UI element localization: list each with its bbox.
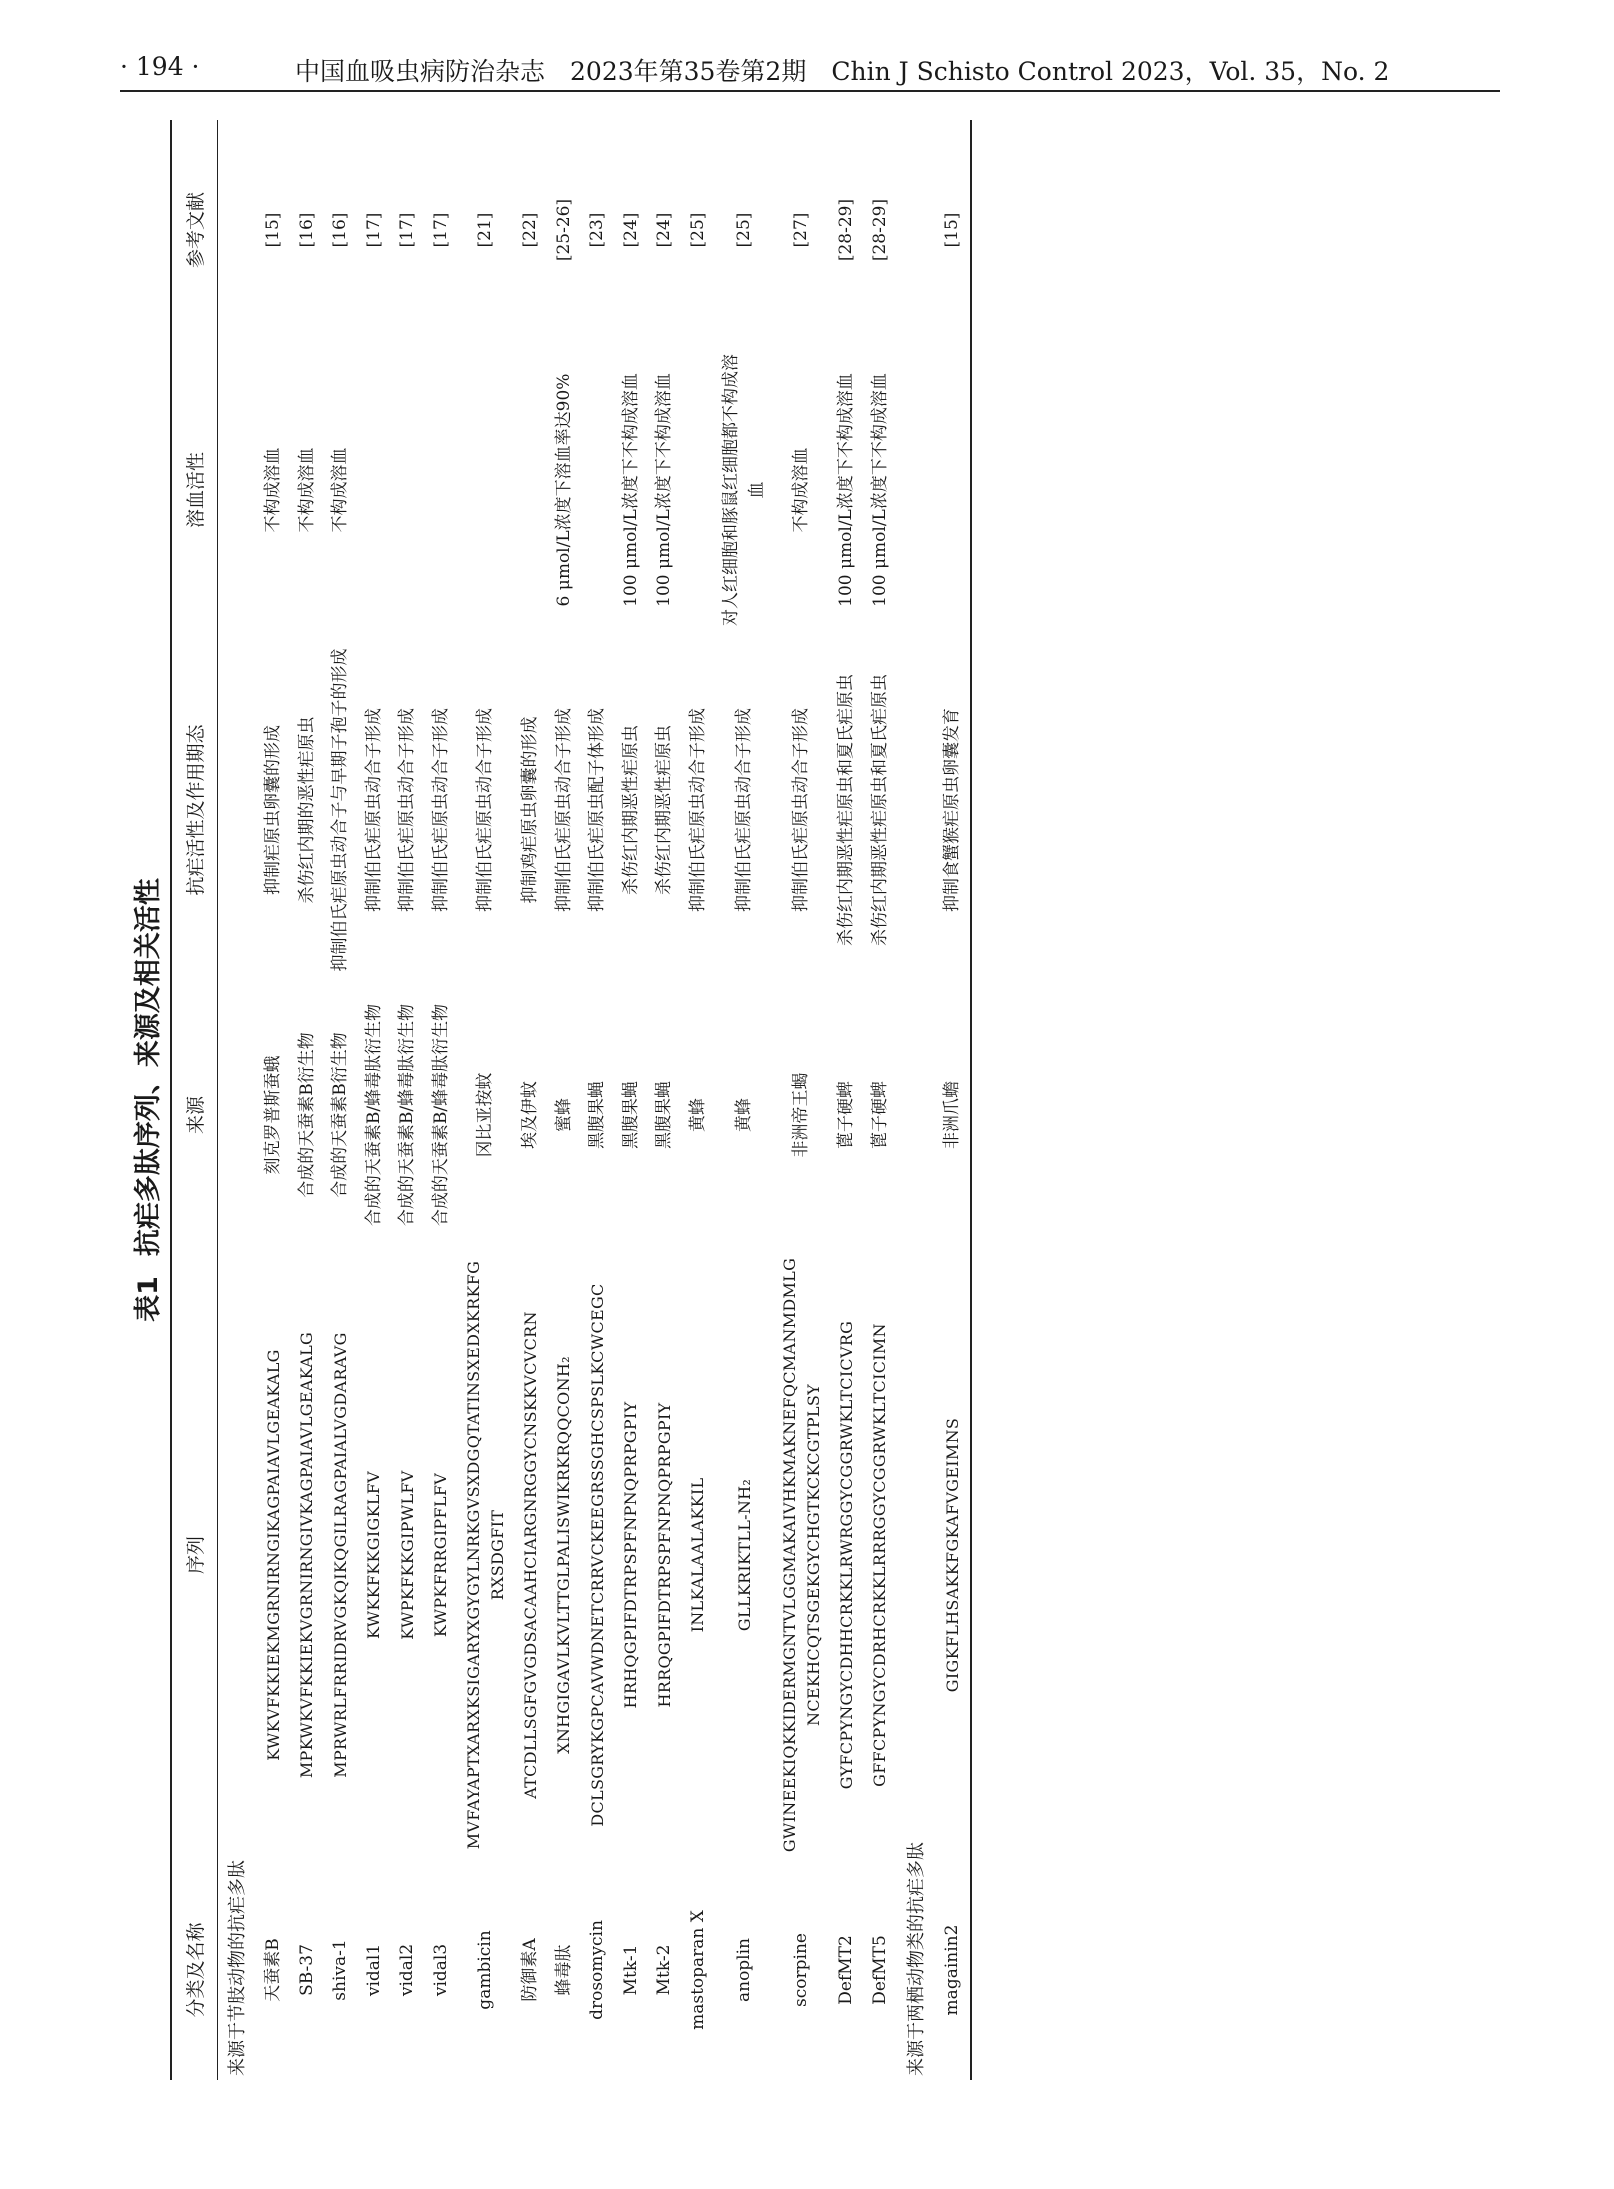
peptide-source: 合成的天蚕素B/蜂毒肽衍生物 (363, 1003, 384, 1227)
table-row (615, 120, 649, 2080)
table-row (358, 120, 392, 2080)
table-row (514, 120, 548, 2080)
peptide-name: magainin2 (942, 1924, 962, 2016)
table-label: 表1 (133, 1276, 164, 1322)
table-row (391, 120, 425, 2080)
hemolytic-activity: 不构成溶血 (791, 447, 812, 533)
col-header-activity: 抗疟活性及作用期态 (185, 724, 207, 896)
table-caption (126, 120, 165, 2080)
peptide-name: Mtk-2 (654, 1944, 674, 1996)
peptide-sequence: GIGKFLHSAKKFGKAFVGEIMNS (942, 1417, 962, 1693)
peptide-source: 合成的天蚕素B/蜂毒肽衍生物 (430, 1003, 451, 1227)
hemolytic-activity: 不构成溶血 (330, 447, 350, 533)
peptide-name: 天蚕素B (263, 1938, 283, 2002)
antimalarial-activity: 抑制伯氏疟原虫动合子形成 (553, 708, 574, 912)
table-row (648, 120, 682, 2080)
reference: [23] (587, 212, 607, 248)
peptide-sequence: KWKKFKKGIGKLFV (364, 1470, 384, 1640)
antimalarial-activity: 杀伤红内期恶性疟原虫 (654, 725, 674, 895)
peptide-source: 黑腹果蝇 (587, 1081, 607, 1149)
antimalarial-activity: 杀伤红内期恶性疟原虫和夏氏疟原虫 (836, 674, 856, 946)
hemolytic-activity: 100 μmol/L浓度下不构成溶血 (620, 373, 641, 607)
peptide-sequence: KWPKFRRGIPFLFV (431, 1472, 451, 1638)
col-header-hemolysis: 溶血活性 (185, 452, 207, 529)
reference: [25] (687, 212, 708, 248)
col-header-name: 分类及名称 (185, 1922, 207, 2018)
peptide-source: 蓖子硬蜱 (836, 1081, 856, 1149)
peptide-sequence: MPKWKVFKKIEKVGRNIRNGIVKAGPAIAVLGEAKALG (297, 1331, 317, 1779)
hemolytic-activity: 100 μmol/L浓度下不构成溶血 (869, 373, 890, 607)
reference: [22] (520, 212, 540, 248)
peptide-name: vidal1 (363, 1943, 384, 1997)
peptide-sequence: MVFAYAPTXARXKSIGARYXGYGYLNRKGVSXDGQTATINSXEDXKRKFGRXSDGFIT (464, 1260, 507, 1850)
reference: [28-29] (869, 198, 890, 262)
reference: [15] (942, 212, 962, 248)
peptide-source: 非洲爪蟾 (942, 1081, 962, 1149)
table-row (548, 120, 582, 2080)
reference: [17] (430, 212, 451, 248)
antimalarial-activity: 杀伤红内期恶性疟原虫和夏氏疟原虫 (869, 674, 890, 946)
col-header-source: 来源 (185, 1096, 207, 1135)
table-container (120, 120, 1500, 2080)
rotated-table (120, 120, 1500, 2080)
antimalarial-activity: 抑制伯氏疟原虫动合子与早期子孢子的形成 (330, 648, 350, 972)
antimalarial-activity: 抑制食蟹猴疟原虫卵囊发育 (942, 708, 962, 912)
table-row (324, 120, 358, 2080)
peptide-name: gambicin (475, 1930, 496, 2010)
peptide-sequence: DCLSGRYKGPCAVWDNETCRRVCKEEGRSSGHCSPSLKCWCEGC (587, 1283, 607, 1827)
peptide-sequence: GLLKRIKTLL-NH₂ (734, 1478, 754, 1632)
peptide-source: 埃及伊蚊 (520, 1081, 540, 1149)
hemolytic-activity: 不构成溶血 (263, 447, 283, 533)
table-row (458, 120, 514, 2080)
category-label: 来源于两栖动物类的抗疟多肽 (906, 1842, 927, 2076)
hemolytic-activity (358, 340, 392, 640)
hemolytic-activity (682, 340, 716, 640)
hemolytic-activity: 对人红细胞和豚鼠红细胞都不构成溶血 (721, 354, 767, 626)
peptide-name: Mtk-1 (620, 1944, 641, 1996)
reference: [16] (330, 212, 350, 248)
peptide-source: 非洲帝王蝎 (791, 1072, 812, 1158)
peptide-source: 冈比亚按蚊 (475, 1072, 496, 1158)
hemolytic-activity (425, 340, 459, 640)
col-header-reference: 参考文献 (185, 192, 207, 269)
peptide-name: DefMT2 (836, 1935, 856, 2005)
antimalarial-activity: 抑制伯氏疟原虫动合子形成 (687, 708, 708, 912)
running-header (120, 52, 1500, 92)
peptide-name: 蜂毒肽 (553, 1944, 574, 1996)
peptide-sequence: GWINEEKIQKKIDERMGNTVLGGMAKAIVHKMAKNEFQCMANMDMLGNCEKHCQTSGEKGYCHGTKCKCGTPLSY (780, 1257, 823, 1853)
antimalarial-activity: 抑制伯氏疟原虫动合子形成 (363, 708, 384, 912)
peptide-sequence: KWPKFKKGIPWLFV (397, 1470, 417, 1640)
hemolytic-activity (458, 340, 514, 640)
peptide-source: 蓖子硬蜱 (869, 1081, 890, 1149)
reference: [16] (296, 212, 317, 248)
peptide-source: 刻克罗普斯蚕蛾 (263, 1055, 283, 1175)
antimalarial-activity: 抑制鸡疟原虫卵囊的形成 (520, 716, 540, 904)
peptide-source: 黑腹果蝇 (620, 1081, 641, 1149)
table-row (291, 120, 325, 2080)
antimalarial-activity: 杀伤红内期的恶性疟原虫 (296, 716, 317, 904)
peptide-sequence: GYFCPYNGYCDHHCRKKLRWRGGYCGGRWKLTCICVRG (836, 1320, 856, 1790)
reference: [28-29] (836, 198, 856, 262)
header-rule (120, 90, 1500, 92)
peptide-name: SB-37 (296, 1944, 317, 1996)
peptide-name: 防御素A (520, 1938, 540, 2002)
peptide-source: 合成的天蚕素B/蜂毒肽衍生物 (397, 1003, 417, 1227)
peptide-name: mastoparan X (687, 1910, 708, 2030)
peptide-source: 黄蜂 (687, 1098, 708, 1132)
hemolytic-activity (514, 340, 548, 640)
peptide-source: 黄蜂 (733, 1098, 754, 1132)
antimalarial-activity: 抑制伯氏疟原虫动合子形成 (475, 708, 496, 912)
table-row (936, 120, 971, 2080)
hemolytic-activity: 6 μmol/L浓度下溶血率达90% (553, 373, 574, 607)
table-row (830, 120, 864, 2080)
hemolytic-activity: 100 μmol/L浓度下不构成溶血 (654, 373, 674, 607)
peptide-source: 合成的天蚕素B衍生物 (330, 1032, 350, 1198)
table-row (425, 120, 459, 2080)
antimalarial-peptide-table (170, 120, 972, 2080)
antimalarial-activity: 杀伤红内期恶性疟原虫 (620, 725, 641, 895)
peptide-sequence: INLKALAALAKKIL (688, 1477, 708, 1633)
peptide-source: 黑腹果蝇 (654, 1081, 674, 1149)
antimalarial-activity: 抑制伯氏疟原虫动合子形成 (430, 708, 451, 912)
peptide-sequence: ATCDLLSGFGVGDSACAAHCIARGNRGGYCNSKKVCVCRN (520, 1311, 540, 1799)
reference: [25-26] (553, 198, 574, 262)
antimalarial-activity: 抑制伯氏疟原虫动合子形成 (397, 708, 417, 912)
table-row (715, 120, 774, 2080)
peptide-sequence: HRRQGPIFDTRPSPFNPNQPRPGPIY (654, 1402, 674, 1708)
table-row (682, 120, 716, 2080)
antimalarial-activity: 抑制伯氏疟原虫动合子形成 (733, 708, 754, 912)
reference: [15] (263, 212, 283, 248)
peptide-name: scorpine (791, 1933, 812, 2007)
peptide-name: vidal3 (430, 1943, 451, 1997)
peptide-sequence: XNHGIGAVLKVLTTGLPALISWIKRKRQQCONH₂ (554, 1356, 574, 1754)
category-label: 来源于节肢动物的抗疟多肽 (227, 1860, 248, 2076)
reference: [24] (620, 212, 641, 248)
antimalarial-activity: 抑制伯氏疟原虫配子体形成 (587, 708, 607, 912)
table-row (257, 120, 291, 2080)
reference: [25] (733, 212, 754, 248)
reference: [27] (791, 212, 812, 248)
peptide-sequence: KWKVFKKIEKMGRNIRNGIKAGPAIAVLGEAKALG (263, 1349, 283, 1761)
reference: [17] (363, 212, 384, 248)
table-header-row (171, 120, 218, 2080)
peptide-name: anoplin (733, 1937, 754, 2003)
peptide-sequence: HRHQGPIFDTRPSPFNPNQPRPGPIY (621, 1401, 641, 1709)
peptide-name: shiva-1 (330, 1939, 350, 2001)
hemolytic-activity (936, 340, 971, 640)
reference: [21] (475, 212, 496, 248)
peptide-name: vidal2 (397, 1943, 417, 1997)
peptide-source: 合成的天蚕素B衍生物 (296, 1032, 317, 1198)
table-row (864, 120, 898, 2080)
peptide-name: DefMT5 (869, 1935, 890, 2005)
reference: [17] (397, 212, 417, 248)
journal-title: 中国血吸虫病防治杂志 2023年第35卷第2期 Chin J Schisto Control 2023，Vol. 35，No. 2 (295, 57, 1390, 86)
antimalarial-activity: 抑制疟原虫卵囊的形成 (263, 725, 283, 895)
hemolytic-activity (391, 340, 425, 640)
peptide-source: 蜜蜂 (553, 1098, 574, 1132)
antimalarial-activity: 抑制伯氏疟原虫动合子形成 (791, 708, 812, 912)
hemolytic-activity: 不构成溶血 (296, 447, 317, 533)
peptide-sequence: GFFCPYNGYCDRHCRKKLRRRGGYCGGRWKLTCICIMN (870, 1323, 890, 1787)
peptide-sequence: MPRWRLFRRIDRVGKQIKQGILRAGPAIALVGDARAVG (330, 1332, 350, 1778)
category-row (897, 120, 936, 2080)
hemolytic-activity: 100 μmol/L浓度下不构成溶血 (836, 373, 856, 607)
table-title: 抗疟多肽序列、来源及相关活性 (133, 878, 164, 1257)
peptide-name: drosomycin (587, 1920, 607, 2020)
table-row (581, 120, 615, 2080)
col-header-sequence: 序列 (185, 1536, 207, 1575)
hemolytic-activity (581, 340, 615, 640)
category-row (218, 120, 258, 2080)
page-number: · 194 · (120, 52, 200, 81)
reference: [24] (654, 212, 674, 248)
table-row (774, 120, 830, 2080)
